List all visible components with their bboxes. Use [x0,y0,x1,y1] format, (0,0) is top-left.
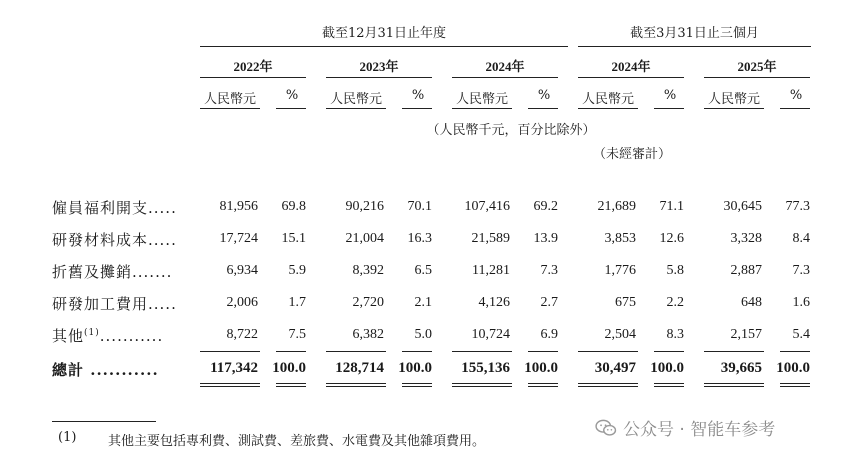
year-header-2023: 2023年 [359,59,399,74]
unit-rmb: 人民幣元 [581,92,634,107]
cell-value: 2,157 [730,327,762,342]
total-double-rule [780,383,810,384]
cell-pct: 69.8 [281,199,306,214]
cell-pct: 5.8 [666,263,684,278]
cell-pct: 5.9 [288,263,306,278]
cell-pct: 6.9 [540,327,558,342]
cell-pct: 1.6 [792,295,810,310]
unit-rule [704,108,764,109]
footnote-marker: (1) [84,328,100,338]
header-group-three-months: 截至3月31日止三個月 [630,26,759,41]
cell-pct: 5.0 [414,327,432,342]
total-double-rule [402,386,432,387]
unit-pct: % [411,88,425,103]
cell-value: 11,281 [472,263,510,278]
cell-value: 6,934 [226,263,258,278]
cell-pct: 7.3 [540,263,558,278]
total-value: 30,497 [594,360,636,376]
total-pct: 100.0 [650,360,684,376]
year-rule-2024 [452,77,558,78]
year-rule-2022 [200,77,306,78]
cell-value: 4,126 [478,295,510,310]
total-pct: 100.0 [776,360,810,376]
total-rule [528,351,558,352]
total-double-rule [528,386,558,387]
cell-value: 2,504 [604,327,636,342]
cell-pct: 71.1 [659,199,684,214]
row-label-others [52,325,163,346]
total-double-rule [528,383,558,384]
cell-value: 81,956 [219,199,258,214]
note-unaudited: （未經審計） [592,147,671,162]
cell-value: 6,382 [352,327,384,342]
cell-pct: 8.3 [666,327,684,342]
header-rule-three-months [578,46,811,47]
unit-rule [654,108,684,109]
cell-value: 8,392 [352,263,384,278]
unit-pct: % [789,88,803,103]
total-rule [654,351,684,352]
unit-rule [200,108,260,109]
total-value: 155,136 [461,360,510,376]
total-pct: 100.0 [398,360,432,376]
header-rule-fiscal-year [200,46,568,47]
year-header-2024: 2024年 [485,59,525,74]
total-double-rule [780,386,810,387]
total-double-rule [276,383,306,384]
total-double-rule [704,383,764,384]
cell-pct: 7.5 [288,327,306,342]
total-double-rule [704,386,764,387]
total-double-rule [200,386,260,387]
footnote-number: (1) [58,430,77,445]
unit-rmb: 人民幣元 [203,92,256,107]
total-double-rule [326,386,386,387]
unit-rule [326,108,386,109]
cell-value: 2,887 [730,263,762,278]
year-header-2024-q1: 2024年 [611,59,651,74]
cell-value: 2,006 [226,295,258,310]
row-label-others-dots: ........... [99,327,164,345]
cell-pct: 69.2 [533,199,558,214]
total-double-rule [326,383,386,384]
total-rule [200,351,260,352]
cell-value: 21,004 [345,231,384,246]
cell-value: 2,720 [352,295,384,310]
cell-pct: 2.7 [540,295,558,310]
unit-pct: % [663,88,677,103]
wechat-icon [595,419,617,437]
cell-value: 10,724 [471,327,510,342]
cell-value: 30,645 [723,199,762,214]
cell-value: 8,722 [226,327,258,342]
row-label-depreciation: 折舊及攤銷....... [52,263,173,281]
total-double-rule [402,383,432,384]
cell-pct: 2.1 [414,295,432,310]
total-rule [402,351,432,352]
cell-value: 17,724 [219,231,258,246]
unit-rule [578,108,638,109]
unit-rmb: 人民幣元 [455,92,508,107]
total-double-rule [200,383,260,384]
total-double-rule [654,386,684,387]
note-thousands: （人民幣千元，百分比除外） [426,123,596,138]
cell-value: 21,689 [597,199,636,214]
unit-rule [780,108,810,109]
cell-value: 90,216 [345,199,384,214]
watermark-text: 公众号 · 智能车参考 [623,420,776,440]
total-double-rule [654,383,684,384]
unit-rule [276,108,306,109]
cell-pct: 12.6 [659,231,684,246]
year-rule-2024-q1 [578,77,684,78]
row-label-processing: 研發加工費用..... [52,295,177,313]
total-rule [452,351,512,352]
cell-pct: 7.3 [792,263,810,278]
row-label-employee-benefits: 僱員福利開支..... [52,199,177,217]
year-rule-2025-q1 [704,77,810,78]
footnote-rule [52,421,156,422]
footnote-text: 其他主要包括專利費、測試費、差旅費、水電費及其他雜項費用。 [108,434,486,449]
cell-pct: 1.7 [288,295,306,310]
row-label-total: 總計 ........... [52,361,159,379]
unit-rule [528,108,558,109]
unit-rule [402,108,432,109]
total-pct: 100.0 [524,360,558,376]
cell-pct: 70.1 [407,199,432,214]
unit-pct: % [285,88,299,103]
unit-pct: % [537,88,551,103]
total-double-rule [578,383,638,384]
total-rule [704,351,764,352]
cell-value: 1,776 [604,263,636,278]
total-double-rule [452,383,512,384]
total-double-rule [578,386,638,387]
year-header-2022: 2022年 [233,59,273,74]
cell-pct: 13.9 [533,231,558,246]
total-value: 39,665 [720,360,762,376]
cell-value: 648 [741,295,762,310]
cell-pct: 16.3 [407,231,432,246]
cell-value: 3,853 [604,231,636,246]
total-double-rule [276,386,306,387]
total-double-rule [452,386,512,387]
cell-value: 21,589 [471,231,510,246]
cell-pct: 8.4 [792,231,810,246]
cell-pct: 15.1 [281,231,306,246]
total-rule [780,351,810,352]
cell-pct: 77.3 [785,199,810,214]
header-group-fiscal-year: 截至12月31日止年度 [321,26,447,41]
unit-rmb: 人民幣元 [329,92,382,107]
total-pct: 100.0 [272,360,306,376]
cell-pct: 2.2 [666,295,684,310]
watermark [595,415,775,440]
year-header-2025-q1: 2025年 [737,59,777,74]
cell-value: 3,328 [730,231,762,246]
total-rule [326,351,386,352]
cell-pct: 5.4 [792,327,810,342]
total-rule [578,351,638,352]
cell-value: 107,416 [464,199,510,214]
total-rule [276,351,306,352]
year-rule-2023 [326,77,432,78]
total-value: 128,714 [335,360,384,376]
unit-rule [452,108,512,109]
unit-rmb: 人民幣元 [707,92,760,107]
total-value: 117,342 [210,360,258,376]
cell-pct: 6.5 [414,263,432,278]
row-label-materials: 研發材料成本..... [52,231,177,249]
row-label-others-text: 其他 [52,327,85,345]
cell-value: 675 [615,295,636,310]
